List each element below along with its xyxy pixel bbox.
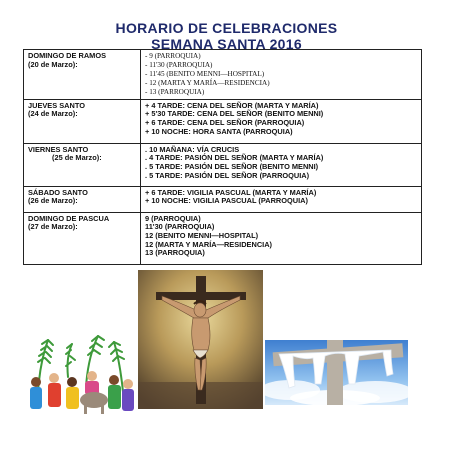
time-item: . 5 TARDE: PASIÓN DEL SEÑOR (BENITO MENNI) [145, 161, 319, 171]
day-date: (20 de Marzo): [28, 59, 78, 69]
time-item: + 5'30 TARDE: CENA DEL SEÑOR (BENITO MENNI) [145, 109, 324, 119]
time-item: 12 (BENITO MENNI—HOSPITAL) [145, 230, 259, 240]
time-item: + 4 TARDE: CENA DEL SEÑOR (MARTA Y MARÍA) [145, 100, 319, 110]
times-cell [141, 186, 422, 212]
time-item: + 6 TARDE: VIGILIA PASCUAL (MARTA Y MARÍA) [145, 187, 317, 197]
day-cell [24, 212, 141, 264]
time-item: . 5 TARDE: PASIÓN DEL SEÑOR (PARROQUIA) [145, 170, 310, 180]
time-item: 11'30 (PARROQUIA) [145, 222, 215, 232]
table-row [24, 186, 422, 212]
day-cell [24, 50, 141, 100]
table-row [24, 99, 422, 143]
day-name: SÁBADO SANTO [28, 187, 88, 197]
day-date: (26 de Marzo): [28, 196, 78, 206]
day-date: (24 de Marzo): [28, 109, 78, 119]
day-date: (27 de Marzo): [28, 222, 78, 232]
empty-cross-image [265, 340, 408, 405]
time-item: - 13 (PARROQUIA) [145, 87, 205, 96]
time-item: - 9 (PARROQUIA) [145, 52, 201, 60]
table-row [24, 143, 422, 186]
times-cell [141, 143, 422, 186]
time-item: . 4 TARDE: PASIÓN DEL SEÑOR (MARTA Y MARÍA) [145, 153, 324, 163]
table-row [24, 50, 422, 100]
time-item: 13 (PARROQUIA) [145, 248, 205, 258]
day-date: (25 de Marzo): [52, 153, 102, 163]
times-cell [141, 99, 422, 143]
table-row [24, 212, 422, 264]
time-item: - 11'45 (BENITO MENNI—HOSPITAL) [145, 69, 265, 78]
time-item: - 11'30 (PARROQUIA) [145, 60, 213, 69]
day-cell [24, 99, 141, 143]
day-name: JUEVES SANTO [28, 100, 85, 110]
time-item: 9 (PARROQUIA) [145, 213, 201, 223]
time-item: + 10 NOCHE: VIGILIA PASCUAL (PARROQUIA) [145, 196, 308, 206]
times-cell [141, 212, 422, 264]
day-name: VIERNES SANTO [28, 144, 89, 154]
page-title: HORARIO DE CELEBRACIONES [115, 20, 338, 36]
time-item: + 6 TARDE: CENA DEL SEÑOR (PARROQUIA) [145, 117, 305, 127]
time-item: + 10 NOCHE: HORA SANTA (PARROQUIA) [145, 126, 293, 136]
schedule-table [23, 49, 422, 265]
day-name: DOMINGO DE PASCUA [28, 213, 110, 223]
time-item: 12 (MARTA Y MARÍA—RESIDENCIA) [145, 239, 273, 249]
crucifix-painting [138, 270, 263, 409]
day-name: DOMINGO DE RAMOS [28, 51, 107, 60]
time-item: - 12 (MARTA Y MARÍA—RESIDENCIA) [145, 78, 270, 87]
day-cell [24, 143, 141, 186]
day-cell [24, 186, 141, 212]
palm-sunday-illustration [28, 332, 136, 417]
page-subtitle: SEMANA SANTA 2016 [151, 36, 302, 52]
times-cell [141, 50, 422, 100]
time-item: . 10 MAÑANA: VÍA CRUCIS [145, 144, 240, 154]
